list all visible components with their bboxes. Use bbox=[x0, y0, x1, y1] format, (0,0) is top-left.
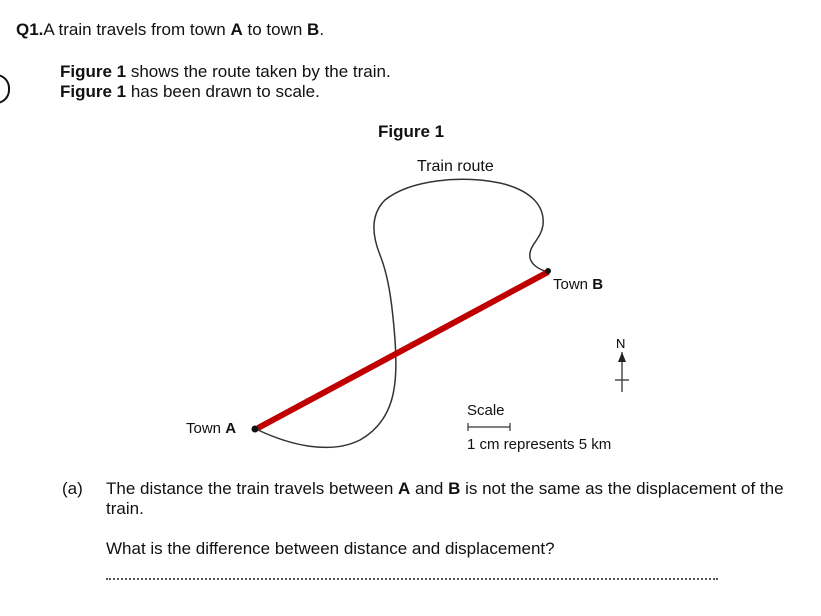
town-a-label: Town A bbox=[186, 420, 237, 437]
town-a-marker bbox=[252, 426, 259, 433]
part-a-label: (a) bbox=[62, 479, 83, 498]
figure-title: Figure 1 bbox=[378, 122, 445, 141]
part-a-question: What is the difference between distance and displacement? bbox=[106, 539, 555, 558]
intro-line-1: Figure 1 shows the route taken by the train. bbox=[60, 62, 391, 81]
part-a-text: The distance the train travels between A and B is not the same as the displacement of the train. bbox=[106, 479, 784, 518]
scale-bar-icon bbox=[468, 423, 510, 431]
town-b-label: Town B bbox=[553, 276, 604, 293]
scale-label: Scale bbox=[467, 402, 505, 419]
intro-line-2: Figure 1 has been drawn to scale. bbox=[60, 82, 320, 101]
question-title: Q1.A train travels from town A to town B. bbox=[16, 20, 325, 39]
scale-text: 1 cm represents 5 km bbox=[467, 436, 612, 453]
north-label: N bbox=[616, 336, 626, 351]
answer-line[interactable] bbox=[106, 578, 718, 580]
town-b-marker bbox=[545, 268, 551, 274]
north-arrow-icon bbox=[615, 352, 629, 392]
figure-subtitle: Train route bbox=[417, 158, 494, 175]
